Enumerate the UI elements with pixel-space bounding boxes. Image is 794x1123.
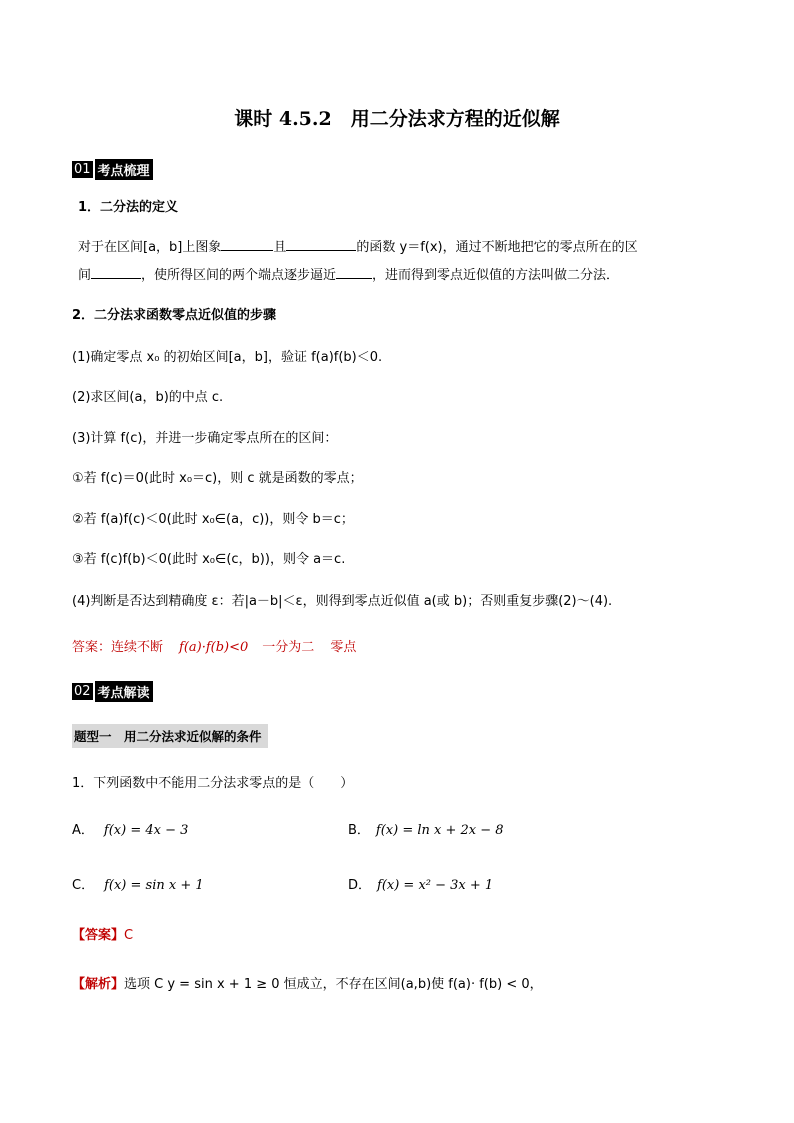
- step-4: (4)判断是否达到精确度 ε：若|a－b|＜ε，则得到零点近似值 a(或 b)；否则重复步骤(2)～(4).: [72, 594, 613, 609]
- step-3-case-2: ②若 f(a)f(c)＜0(此时 x₀∈(a，c))，则令 b＝c；: [72, 512, 354, 527]
- analysis-row: [72, 973, 543, 992]
- option-a: [72, 819, 188, 838]
- text-segment: 且: [273, 240, 287, 255]
- option-expression: f(x) = x² − 3x + 1: [377, 878, 494, 893]
- section-number: 02: [74, 684, 91, 699]
- analysis-text: 选项 C y = sin x + 1 ≥ 0 恒成立，不存在区间(a,b)使 f(a)· f(b) < 0，: [124, 977, 543, 992]
- option-expression: f(x) = ln x + 2x − 8: [375, 823, 504, 838]
- section-label: 考点解读: [95, 681, 153, 702]
- answer-blank: [336, 267, 372, 279]
- step-1: (1)确定零点 x₀ 的初始区间[a，b]，验证 f(a)f(b)＜0.: [72, 350, 383, 365]
- section-label: 考点梳理: [95, 159, 153, 180]
- definition-line-2: [78, 264, 619, 283]
- answer-prefix: 答案：连续不断: [72, 640, 164, 655]
- answer-blank: [91, 267, 141, 279]
- step-3-case-3: ③若 f(c)f(b)＜0(此时 x₀∈(c，b))，则令 a＝c.: [72, 552, 346, 567]
- text-segment: 间: [78, 268, 92, 283]
- answer-item: 零点: [330, 640, 357, 655]
- text-segment: 的函数 y＝f(x)，通过不断地把它的零点所在的区: [356, 240, 638, 255]
- option-label: A．: [72, 823, 94, 838]
- section-tag-1: [72, 159, 153, 180]
- option-b: [348, 819, 504, 838]
- option-label: B．: [348, 823, 370, 838]
- answer-item: 一分为二: [262, 640, 315, 655]
- definition-line-1: [78, 236, 638, 255]
- option-d: [348, 874, 493, 893]
- answer-blank: [286, 239, 356, 251]
- section-tag-2: [72, 681, 153, 702]
- question-stem: 1．下列函数中不能用二分法求零点的是（ ）: [72, 776, 354, 791]
- step-3: (3)计算 f(c)，并进一步确定零点所在的区间：: [72, 431, 338, 446]
- answer-tag: 【答案】: [72, 928, 125, 943]
- page-title: 课时 4.5.2 用二分法求方程的近似解: [234, 108, 560, 130]
- answer-value: C: [124, 928, 134, 943]
- answer-row: [72, 924, 133, 943]
- question-type-label: 题型一 用二分法求近似解的条件: [72, 724, 268, 748]
- step-3-case-1: ①若 f(c)＝0(此时 x₀＝c)，则 c 就是函数的零点；: [72, 471, 363, 486]
- answer-blank: [221, 239, 273, 251]
- option-expression: f(x) = 4x − 3: [103, 823, 189, 838]
- option-label: D．: [348, 878, 372, 893]
- text-segment: ，使所得区间的两个端点逐步逼近: [141, 268, 337, 283]
- text-segment: ，进而得到零点近似值的方法叫做二分法．: [372, 268, 620, 283]
- option-expression: f(x) = sin x + 1: [104, 878, 204, 893]
- answer-item: f(a)·f(b)<0: [179, 640, 249, 655]
- step-2: (2)求区间(a，b)的中点 c.: [72, 390, 224, 405]
- option-c: [72, 874, 204, 893]
- section-number: 01: [74, 162, 91, 177]
- option-label: C．: [72, 878, 95, 893]
- heading-definition: 1．二分法的定义: [78, 200, 179, 215]
- heading-steps: 2．二分法求函数零点近似值的步骤: [72, 308, 277, 323]
- answer-line: [72, 636, 372, 655]
- text-segment: 对于在区间[a，b]上图象: [78, 240, 222, 255]
- analysis-tag: 【解析】: [72, 977, 125, 992]
